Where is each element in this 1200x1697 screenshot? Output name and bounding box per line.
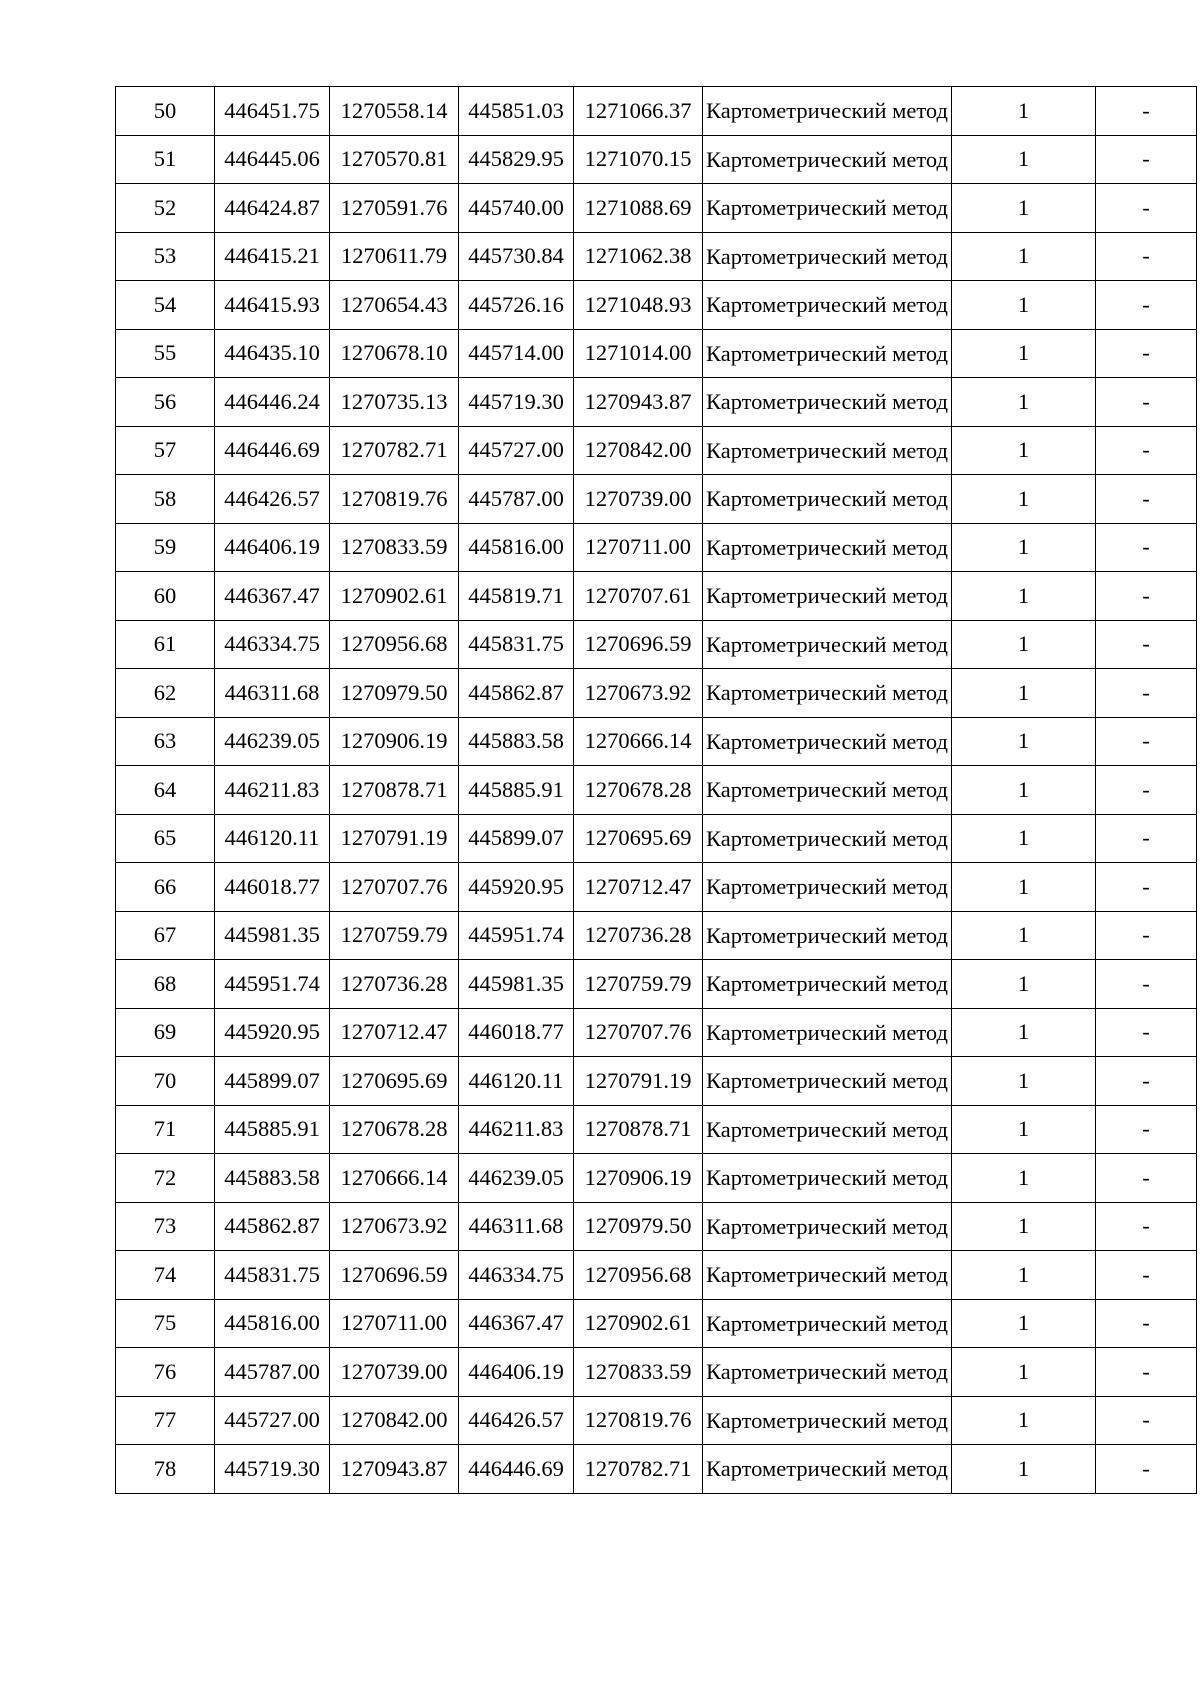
method-cell: [703, 766, 952, 815]
y2-cell: 1270791.19: [574, 1057, 703, 1106]
point-number-cell: 76: [116, 1348, 215, 1397]
x2-cell: 445714.00: [459, 329, 574, 378]
accuracy-cell: 1: [951, 1445, 1095, 1494]
x1-cell: 446446.69: [215, 426, 330, 475]
coordinates-table: [115, 86, 1197, 1494]
y1-cell: 1270666.14: [330, 1154, 459, 1203]
note-cell: -: [1095, 1445, 1196, 1494]
accuracy-cell: 1: [951, 523, 1095, 572]
note-cell: -: [1095, 1396, 1196, 1445]
point-number-cell: 61: [116, 620, 215, 669]
note-cell: -: [1095, 911, 1196, 960]
y2-cell: 1270902.61: [574, 1299, 703, 1348]
x1-cell: 445885.91: [215, 1105, 330, 1154]
point-number-cell: 58: [116, 475, 215, 524]
point-number-cell: 68: [116, 960, 215, 1009]
x1-cell: 446120.11: [215, 814, 330, 863]
point-number-cell: 69: [116, 1008, 215, 1057]
note-cell: -: [1095, 523, 1196, 572]
note-cell: -: [1095, 329, 1196, 378]
accuracy-cell: 1: [951, 1396, 1095, 1445]
y2-cell: 1270833.59: [574, 1348, 703, 1397]
y1-cell: 1270782.71: [330, 426, 459, 475]
method-cell: [703, 911, 952, 960]
method-cell: [703, 475, 952, 524]
x2-cell: 445981.35: [459, 960, 574, 1009]
y2-cell: 1270979.50: [574, 1202, 703, 1251]
x2-cell: 445862.87: [459, 669, 574, 718]
point-number-cell: 54: [116, 281, 215, 330]
note-cell: -: [1095, 1348, 1196, 1397]
y2-cell: 1270707.76: [574, 1008, 703, 1057]
y1-cell: 1270759.79: [330, 911, 459, 960]
accuracy-cell: 1: [951, 1299, 1095, 1348]
method-cell: [703, 329, 952, 378]
y2-cell: 1270878.71: [574, 1105, 703, 1154]
y1-cell: 1270712.47: [330, 1008, 459, 1057]
method-text: Картометрический метод: [706, 1407, 948, 1433]
x2-cell: 445883.58: [459, 717, 574, 766]
accuracy-cell: 1: [951, 960, 1095, 1009]
note-cell: -: [1095, 87, 1196, 136]
y2-cell: 1270759.79: [574, 960, 703, 1009]
note-cell: -: [1095, 669, 1196, 718]
method-cell: [703, 669, 952, 718]
table-row: [116, 426, 1197, 475]
x1-cell: 445816.00: [215, 1299, 330, 1348]
method-cell: [703, 281, 952, 330]
accuracy-cell: 1: [951, 87, 1095, 136]
table-row: [116, 523, 1197, 572]
method-text: Картометрический метод: [706, 1359, 948, 1385]
method-text: Картометрический метод: [706, 583, 948, 609]
y1-cell: 1270736.28: [330, 960, 459, 1009]
method-text: Картометрический метод: [706, 292, 948, 318]
x1-cell: 445719.30: [215, 1445, 330, 1494]
table-row: [116, 620, 1197, 669]
note-cell: -: [1095, 572, 1196, 621]
y1-cell: 1270570.81: [330, 135, 459, 184]
y1-cell: 1270906.19: [330, 717, 459, 766]
accuracy-cell: 1: [951, 766, 1095, 815]
table-row: [116, 766, 1197, 815]
point-number-cell: 62: [116, 669, 215, 718]
table-row: [116, 281, 1197, 330]
x1-cell: 445787.00: [215, 1348, 330, 1397]
method-text: Картометрический метод: [706, 777, 948, 803]
method-text: Картометрический метод: [706, 195, 948, 221]
method-cell: [703, 1008, 952, 1057]
x2-cell: 445726.16: [459, 281, 574, 330]
method-text: Картометрический метод: [706, 534, 948, 560]
note-cell: -: [1095, 281, 1196, 330]
table-row: [116, 135, 1197, 184]
accuracy-cell: 1: [951, 1105, 1095, 1154]
y1-cell: 1270696.59: [330, 1251, 459, 1300]
method-text: Картометрический метод: [706, 874, 948, 900]
note-cell: -: [1095, 1154, 1196, 1203]
x2-cell: 445816.00: [459, 523, 574, 572]
x2-cell: 446446.69: [459, 1445, 574, 1494]
point-number-cell: 71: [116, 1105, 215, 1154]
method-text: Картометрический метод: [706, 1310, 948, 1336]
y1-cell: 1270791.19: [330, 814, 459, 863]
method-cell: [703, 717, 952, 766]
y2-cell: 1270943.87: [574, 378, 703, 427]
table-row: [116, 669, 1197, 718]
y1-cell: 1270943.87: [330, 1445, 459, 1494]
y1-cell: 1270735.13: [330, 378, 459, 427]
y2-cell: 1270819.76: [574, 1396, 703, 1445]
x2-cell: 445719.30: [459, 378, 574, 427]
x1-cell: 446451.75: [215, 87, 330, 136]
y2-cell: 1270678.28: [574, 766, 703, 815]
x2-cell: 446120.11: [459, 1057, 574, 1106]
x1-cell: 445883.58: [215, 1154, 330, 1203]
x1-cell: 446367.47: [215, 572, 330, 621]
point-number-cell: 72: [116, 1154, 215, 1203]
x2-cell: 445727.00: [459, 426, 574, 475]
accuracy-cell: 1: [951, 1154, 1095, 1203]
accuracy-cell: 1: [951, 232, 1095, 281]
y2-cell: 1270712.47: [574, 863, 703, 912]
point-number-cell: 57: [116, 426, 215, 475]
table-row: [116, 184, 1197, 233]
table-row: [116, 1008, 1197, 1057]
table-row: [116, 1154, 1197, 1203]
point-number-cell: 63: [116, 717, 215, 766]
note-cell: -: [1095, 135, 1196, 184]
y2-cell: 1271088.69: [574, 184, 703, 233]
table-row: [116, 1299, 1197, 1348]
y1-cell: 1270707.76: [330, 863, 459, 912]
point-number-cell: 66: [116, 863, 215, 912]
method-text: Картометрический метод: [706, 1213, 948, 1239]
y1-cell: 1270833.59: [330, 523, 459, 572]
method-text: Картометрический метод: [706, 922, 948, 948]
method-cell: [703, 1057, 952, 1106]
x1-cell: 446435.10: [215, 329, 330, 378]
accuracy-cell: 1: [951, 1202, 1095, 1251]
table-row: [116, 1202, 1197, 1251]
method-text: Картометрический метод: [706, 340, 948, 366]
x2-cell: 445920.95: [459, 863, 574, 912]
accuracy-cell: 1: [951, 426, 1095, 475]
x2-cell: 445831.75: [459, 620, 574, 669]
accuracy-cell: 1: [951, 184, 1095, 233]
y2-cell: 1270666.14: [574, 717, 703, 766]
table-row: [116, 863, 1197, 912]
point-number-cell: 52: [116, 184, 215, 233]
accuracy-cell: 1: [951, 329, 1095, 378]
y1-cell: 1270842.00: [330, 1396, 459, 1445]
method-cell: [703, 1251, 952, 1300]
x1-cell: 445951.74: [215, 960, 330, 1009]
x2-cell: 445819.71: [459, 572, 574, 621]
method-cell: [703, 1202, 952, 1251]
table-body: [116, 87, 1197, 1494]
x1-cell: 446239.05: [215, 717, 330, 766]
method-text: Картометрический метод: [706, 389, 948, 415]
table-row: [116, 572, 1197, 621]
note-cell: -: [1095, 184, 1196, 233]
x1-cell: 446018.77: [215, 863, 330, 912]
y1-cell: 1270654.43: [330, 281, 459, 330]
method-cell: [703, 378, 952, 427]
y1-cell: 1270611.79: [330, 232, 459, 281]
accuracy-cell: 1: [951, 620, 1095, 669]
point-number-cell: 67: [116, 911, 215, 960]
accuracy-cell: 1: [951, 572, 1095, 621]
point-number-cell: 56: [116, 378, 215, 427]
y2-cell: 1271014.00: [574, 329, 703, 378]
point-number-cell: 64: [116, 766, 215, 815]
method-text: Картометрический метод: [706, 1068, 948, 1094]
note-cell: -: [1095, 1299, 1196, 1348]
table-row: [116, 1105, 1197, 1154]
accuracy-cell: 1: [951, 475, 1095, 524]
method-text: Картометрический метод: [706, 243, 948, 269]
method-text: Картометрический метод: [706, 1019, 948, 1045]
x2-cell: 445829.95: [459, 135, 574, 184]
x1-cell: 445862.87: [215, 1202, 330, 1251]
method-text: Картометрический метод: [706, 146, 948, 172]
accuracy-cell: 1: [951, 378, 1095, 427]
x1-cell: 446406.19: [215, 523, 330, 572]
note-cell: -: [1095, 378, 1196, 427]
table-row: [116, 378, 1197, 427]
x2-cell: 446426.57: [459, 1396, 574, 1445]
x1-cell: 445981.35: [215, 911, 330, 960]
method-text: Картометрический метод: [706, 680, 948, 706]
y1-cell: 1270673.92: [330, 1202, 459, 1251]
accuracy-cell: 1: [951, 669, 1095, 718]
note-cell: -: [1095, 1105, 1196, 1154]
x1-cell: 445920.95: [215, 1008, 330, 1057]
method-text: Картометрический метод: [706, 486, 948, 512]
point-number-cell: 51: [116, 135, 215, 184]
accuracy-cell: 1: [951, 1008, 1095, 1057]
y2-cell: 1271048.93: [574, 281, 703, 330]
method-cell: [703, 1154, 952, 1203]
x1-cell: 446334.75: [215, 620, 330, 669]
method-text: Картометрический метод: [706, 825, 948, 851]
y2-cell: 1271066.37: [574, 87, 703, 136]
y2-cell: 1270711.00: [574, 523, 703, 572]
y1-cell: 1270558.14: [330, 87, 459, 136]
method-cell: [703, 1299, 952, 1348]
method-text: Картометрический метод: [706, 1262, 948, 1288]
y2-cell: 1271070.15: [574, 135, 703, 184]
table-row: [116, 1251, 1197, 1300]
x1-cell: 446424.87: [215, 184, 330, 233]
y2-cell: 1271062.38: [574, 232, 703, 281]
table-row: [116, 232, 1197, 281]
x1-cell: 445899.07: [215, 1057, 330, 1106]
method-cell: [703, 1105, 952, 1154]
y1-cell: 1270819.76: [330, 475, 459, 524]
method-cell: [703, 135, 952, 184]
accuracy-cell: 1: [951, 281, 1095, 330]
x2-cell: 446211.83: [459, 1105, 574, 1154]
method-cell: [703, 1396, 952, 1445]
note-cell: -: [1095, 1057, 1196, 1106]
note-cell: -: [1095, 475, 1196, 524]
y2-cell: 1270696.59: [574, 620, 703, 669]
x2-cell: 446334.75: [459, 1251, 574, 1300]
note-cell: -: [1095, 960, 1196, 1009]
x1-cell: 446311.68: [215, 669, 330, 718]
method-cell: [703, 1445, 952, 1494]
note-cell: -: [1095, 1251, 1196, 1300]
note-cell: -: [1095, 814, 1196, 863]
method-text: Картометрический метод: [706, 98, 948, 124]
point-number-cell: 53: [116, 232, 215, 281]
method-cell: [703, 184, 952, 233]
y2-cell: 1270736.28: [574, 911, 703, 960]
method-cell: [703, 1348, 952, 1397]
y2-cell: 1270695.69: [574, 814, 703, 863]
table-row: [116, 1445, 1197, 1494]
method-text: Картометрический метод: [706, 971, 948, 997]
y2-cell: 1270673.92: [574, 669, 703, 718]
x2-cell: 446018.77: [459, 1008, 574, 1057]
y1-cell: 1270711.00: [330, 1299, 459, 1348]
table-row: [116, 911, 1197, 960]
x1-cell: 446445.06: [215, 135, 330, 184]
method-cell: [703, 572, 952, 621]
method-text: Картометрический метод: [706, 437, 948, 463]
table-row: [116, 329, 1197, 378]
point-number-cell: 74: [116, 1251, 215, 1300]
table-row: [116, 717, 1197, 766]
accuracy-cell: 1: [951, 1057, 1095, 1106]
accuracy-cell: 1: [951, 1348, 1095, 1397]
method-cell: [703, 87, 952, 136]
method-cell: [703, 814, 952, 863]
point-number-cell: 78: [116, 1445, 215, 1494]
y1-cell: 1270979.50: [330, 669, 459, 718]
y1-cell: 1270591.76: [330, 184, 459, 233]
method-text: Картометрический метод: [706, 1456, 948, 1482]
accuracy-cell: 1: [951, 814, 1095, 863]
table-row: [116, 475, 1197, 524]
note-cell: -: [1095, 232, 1196, 281]
note-cell: -: [1095, 1008, 1196, 1057]
note-cell: -: [1095, 426, 1196, 475]
x2-cell: 445787.00: [459, 475, 574, 524]
method-text: Картометрический метод: [706, 728, 948, 754]
y2-cell: 1270739.00: [574, 475, 703, 524]
table-row: [116, 1057, 1197, 1106]
x1-cell: 446415.21: [215, 232, 330, 281]
point-number-cell: 60: [116, 572, 215, 621]
y2-cell: 1270956.68: [574, 1251, 703, 1300]
accuracy-cell: 1: [951, 135, 1095, 184]
y1-cell: 1270678.28: [330, 1105, 459, 1154]
y1-cell: 1270695.69: [330, 1057, 459, 1106]
point-number-cell: 55: [116, 329, 215, 378]
x1-cell: 446415.93: [215, 281, 330, 330]
y2-cell: 1270707.61: [574, 572, 703, 621]
table-row: [116, 960, 1197, 1009]
method-cell: [703, 620, 952, 669]
x1-cell: 446446.24: [215, 378, 330, 427]
method-cell: [703, 426, 952, 475]
method-text: Картометрический метод: [706, 1165, 948, 1191]
accuracy-cell: 1: [951, 863, 1095, 912]
method-cell: [703, 960, 952, 1009]
x1-cell: 446211.83: [215, 766, 330, 815]
note-cell: -: [1095, 766, 1196, 815]
table-row: [116, 814, 1197, 863]
y2-cell: 1270906.19: [574, 1154, 703, 1203]
note-cell: -: [1095, 620, 1196, 669]
x2-cell: 445899.07: [459, 814, 574, 863]
x1-cell: 445727.00: [215, 1396, 330, 1445]
point-number-cell: 65: [116, 814, 215, 863]
x2-cell: 445851.03: [459, 87, 574, 136]
point-number-cell: 73: [116, 1202, 215, 1251]
y2-cell: 1270782.71: [574, 1445, 703, 1494]
method-cell: [703, 232, 952, 281]
accuracy-cell: 1: [951, 717, 1095, 766]
point-number-cell: 70: [116, 1057, 215, 1106]
x2-cell: 445885.91: [459, 766, 574, 815]
point-number-cell: 59: [116, 523, 215, 572]
x1-cell: 445831.75: [215, 1251, 330, 1300]
y1-cell: 1270956.68: [330, 620, 459, 669]
method-text: Картометрический метод: [706, 1116, 948, 1142]
note-cell: -: [1095, 717, 1196, 766]
y1-cell: 1270902.61: [330, 572, 459, 621]
method-cell: [703, 523, 952, 572]
accuracy-cell: 1: [951, 911, 1095, 960]
x1-cell: 446426.57: [215, 475, 330, 524]
x2-cell: 445951.74: [459, 911, 574, 960]
point-number-cell: 75: [116, 1299, 215, 1348]
point-number-cell: 50: [116, 87, 215, 136]
y2-cell: 1270842.00: [574, 426, 703, 475]
x2-cell: 446367.47: [459, 1299, 574, 1348]
table-row: [116, 1348, 1197, 1397]
note-cell: -: [1095, 1202, 1196, 1251]
y1-cell: 1270878.71: [330, 766, 459, 815]
note-cell: -: [1095, 863, 1196, 912]
x2-cell: 446311.68: [459, 1202, 574, 1251]
method-text: Картометрический метод: [706, 631, 948, 657]
table-row: [116, 1396, 1197, 1445]
y1-cell: 1270739.00: [330, 1348, 459, 1397]
x2-cell: 446406.19: [459, 1348, 574, 1397]
x2-cell: 445740.00: [459, 184, 574, 233]
method-cell: [703, 863, 952, 912]
point-number-cell: 77: [116, 1396, 215, 1445]
y1-cell: 1270678.10: [330, 329, 459, 378]
table-row: [116, 87, 1197, 136]
x2-cell: 446239.05: [459, 1154, 574, 1203]
x2-cell: 445730.84: [459, 232, 574, 281]
accuracy-cell: 1: [951, 1251, 1095, 1300]
